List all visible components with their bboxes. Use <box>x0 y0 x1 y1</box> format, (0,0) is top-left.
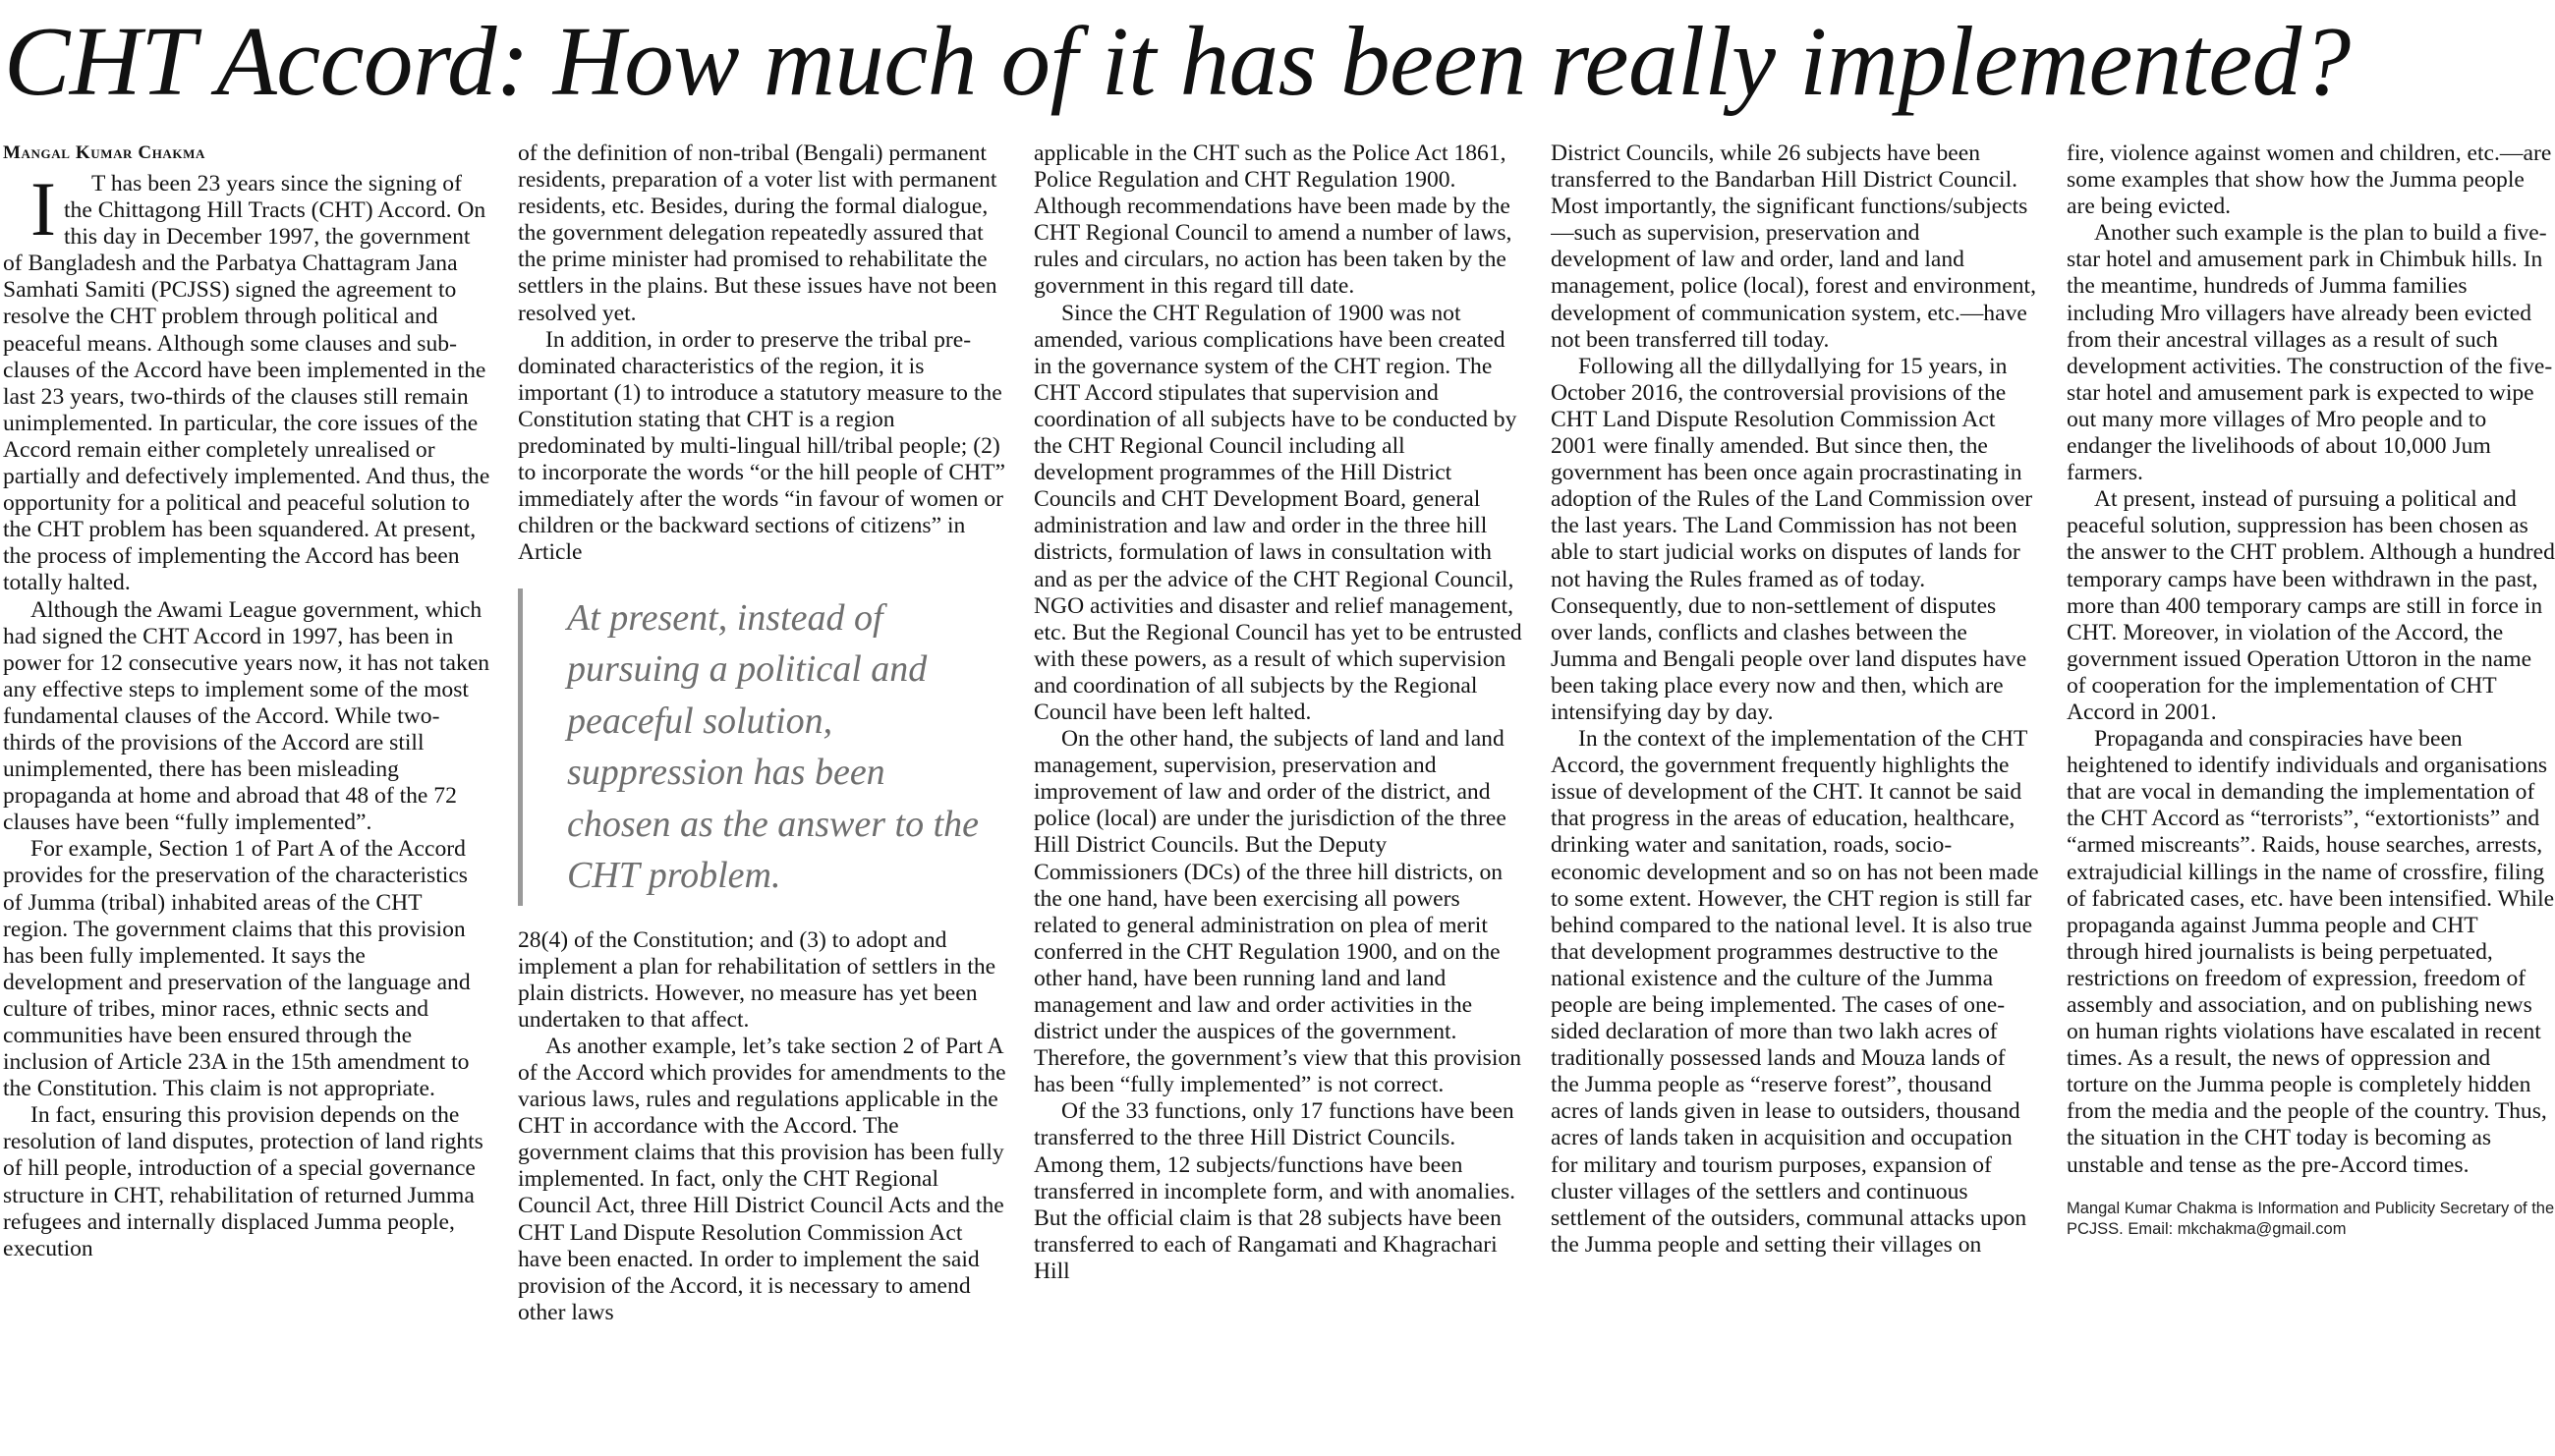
article-column-4 <box>1551 140 2039 1456</box>
author-bio: Mangal Kumar Chakma is Information and Publicity Secretary of the PCJSS. Email: mkchakma@gmail.com <box>2067 1199 2555 1238</box>
paragraph-continued: 28(4) of the Constitution; and (3) to adopt and implement a plan for rehabilitation of settlers in the plain districts. However, no measure has yet been undertaken to that affect. <box>518 926 996 1033</box>
drop-cap: I <box>30 166 56 252</box>
paragraph: For example, Section 1 of Part A of the Accord provides for the preservation of the characteristics of Jumma (tribal) inhabited areas of the CHT region. The government claims that this provision has been fully implemented. It says the development and preservation of the language and culture of tribes, minor races, ethnic sects and communities have been ensured through the inclusion of Article 23A in the 15th amendment to the Constitution. This claim is not appropriate. <box>3 836 471 1102</box>
paragraph: Following all the dillydallying for 15 years, in October 2016, the controversial provisions of the CHT Land Dispute Resolution Commission Act 2001 were finally amended. But since then, the government has been once again procrastinating in adoption of the Rules of the Land Commission over the last years. The Land Commission has not been able to start judicial works on disputes of lands for not having the Rules framed as of today. Consequently, due to non-settlement of disputes over lands, conflicts and clashes between the Jumma and Bengali people over land disputes have been taking place every now and then, which are intensifying day by day. <box>1551 353 2033 725</box>
paragraph-continued: of the definition of non-tribal (Bengali) permanent residents, preparation of a voter list with permanent residents, etc. Besides, during the formal dialogue, the government delegation repeatedly assured that the prime minister had promised to rehabilitate the settlers in the plains. But these issues have not been resolved yet. <box>518 140 997 326</box>
paragraph: Since the CHT Regulation of 1900 was not amended, various complications have been created in the governance system of the CHT region. The CHT Accord stipulates that supervision and coordination of all subjects have to be conducted by the CHT Regional Council including all development programmes of the Hill District Councils and CHT Development Board, general administration and law and order in the three hill districts, formulation of laws in consultation with and as per the advice of the CHT Regional Council, NGO activities and disaster and relief management, etc. But the Regional Council has yet to be entrusted with these powers, as a result of which supervision and coordination of all subjects by the Regional Council have been left halted. <box>1034 300 1522 725</box>
headline: CHT Accord: How much of it has been really implemented? <box>4 6 2351 116</box>
paragraph-continued: applicable in the CHT such as the Police Act 1861, Police Regulation and CHT Regulation 1900. Although recommendations have been made by the CHT Regional Council to amend a number of laws, rules and circulars, no action has been taken by the government in this regard till date. <box>1034 140 1512 300</box>
paragraph: In fact, ensuring this provision depends on the resolution of land disputes, protection of land rights of hill people, introduction of a special governance structure in CHT, rehabilitation of returned Jumma refugees and internally displaced Jumma people, execution <box>3 1102 483 1261</box>
paragraph: Propaganda and conspiracies have been heightened to identify individuals and organisations that are vocal in demanding the implementation of the CHT Accord as “terrorists”, “extortionists” and “armed miscreants”. Raids, house searches, arrests, extrajudicial killings in the name of crossfire, filing of fabricated cases, etc. have been intensified. While propaganda against Jumma people and CHT through hired journalists is being perpetuated, restrictions on freedom of expression, freedom of assembly and association, and on publishing news on human rights violations have escalated in recent times. As a result, the news of oppression and torture on the Jumma people is completely hidden from the media and the people of the country. Thus, the situation in the CHT today is becoming as unstable and tense as the pre-Accord times. <box>2067 726 2555 1178</box>
paragraph: Of the 33 functions, only 17 functions have been transferred to the three Hill District Councils. Among them, 12 subjects/functions have been transferred in incomplete form, and with anomalies. But the official claim is that 28 subjects have been transferred to each of Rangamati and Khagrachari Hill <box>1034 1098 1516 1284</box>
paragraph: Although the Awami League government, which had signed the CHT Accord in 1997, has been in power for 12 consecutive years now, it has not taken any effective steps to implement some of the most fundamental clauses of the Accord. While two-thirds of the provisions of the Accord are still unimplemented, there has been misleading propaganda at home and abroad that 48 of the 72 clauses have been “fully implemented”. <box>3 596 490 836</box>
article-column-1 <box>3 140 490 1456</box>
article-column-3 <box>1034 140 1522 1456</box>
paragraph: As another example, let’s take section 2 of Part A of the Accord which provides for amendments to the various laws, rules and regulations applicable in the CHT in accordance with the Accord. The government claims that this provision has been fully implemented. In fact, only the CHT Regional Council Act, three Hill District Council Acts and the CHT Land Dispute Resolution Commission Act have been enacted. In order to implement the said provision of the Accord, it is necessary to amend other laws <box>518 1033 1006 1325</box>
paragraph: In the context of the implementation of the CHT Accord, the government frequently highlights the issue of development of the CHT. It cannot be said that progress in the areas of education, healthcare, drinking water and sanitation, roads, socio-economic development and so on has not been made to some extent. However, the CHT region is still far behind compared to the national level. It is also true that development programmes destructive to the national existence and the culture of the Jumma people are being implemented. The cases of one-sided declaration of more than two lakh acres of traditionally possessed lands and Mouza lands of the Jumma people as “reserve forest”, thousand acres of lands given in lease to outsiders, thousand acres of lands taken in acquisition and occupation for military and tourism purposes, expansion of cluster villages of the settlers and continuous settlement of the outsiders, communal attacks upon the Jumma people and setting their villages on <box>1551 726 2039 1258</box>
paragraph: Another such example is the plan to build a five-star hotel and amusement park in Chimbuk hills. In the meantime, hundreds of Jumma families including Mro villagers have already been evicted from their ancestral villages as a result of such development activities. The construction of the five-star hotel and amusement park is expected to wipe out many more villages of Mro people and to endanger the livelihoods of about 10,000 Jum farmers. <box>2067 220 2553 486</box>
paragraph: In addition, in order to preserve the tribal pre-dominated characteristics of the region, it is important (1) to introduce a statutory measure to the Constitution stating that CHT is a region predominated by multi-lingual hill/tribal people; (2) to incorporate the words “or the hill people of CHT” immediately after the words “in favour of women or children or the backward sections of citizens” in Article <box>518 326 1005 566</box>
article-column-2 <box>518 140 1006 1456</box>
paragraph: At present, instead of pursuing a political and peaceful solution, suppression has been chosen as the answer to the CHT problem. Although a hundred temporary camps have been withdrawn in the past, more than 400 temporary camps are still in force in CHT. Moreover, in violation of the Accord, the government issued Operation Uttoron in the name of cooperation for the implementation of CHT Accord in 2001. <box>2067 486 2555 725</box>
lead-paragraph <box>3 166 490 597</box>
lead-text: T has been 23 years since the signing of the Chittagong Hill Tracts (CHT) Accord. On this day in December 1997, the government of Bangladesh and the Parbatya Chattagram Jana Samhati Samiti (PCJSS) signed the agreement to resolve the CHT problem through political and peaceful means. Although some clauses and sub-clauses of the Accord have been implemented in the last 23 years, two-thirds of the clauses still remain unimplemented. In particular, the core issues of the Accord remain either completely unrealised or partially and defectively implemented. And thus, the opportunity for a political and peaceful solution to the CHT problem has been squandered. At present, the process of implementing the Accord has been totally halted. <box>3 171 490 596</box>
paragraph-continued: fire, violence against women and children, etc.—are some examples that show how the Jumma people are being evicted. <box>2067 140 2552 220</box>
article-column-5 <box>2067 140 2555 1456</box>
paragraph: On the other hand, the subjects of land and land management, supervision, preservation and improvement of law and order of the district, and police (local) are under the jurisdiction of the three Hill District Councils. But the Deputy Commissioners (DCs) of the three hill districts, on the one hand, have been exercising all powers related to general administration on plea of merit conferred in the CHT Regulation 1900, and on the other hand, have been running land and land management and law and order activities in the district under the auspices of the government. Therefore, the government’s view that this provision has been “fully implemented” is not correct. <box>1034 726 1521 1098</box>
pull-quote: At present, instead of pursuing a political and peaceful solution, suppression has been chosen as the answer to the CHT problem. <box>518 588 987 906</box>
paragraph-continued: District Councils, while 26 subjects have been transferred to the Bandarban Hill District Council. Most importantly, the significant functions/subjects—such as supervision, preservation and development of law and order, land and land management, police (local), forest and environment, development of communication system, etc.—have not been transferred till today. <box>1551 140 2036 353</box>
byline: Mangal Kumar Chakma <box>3 142 205 163</box>
